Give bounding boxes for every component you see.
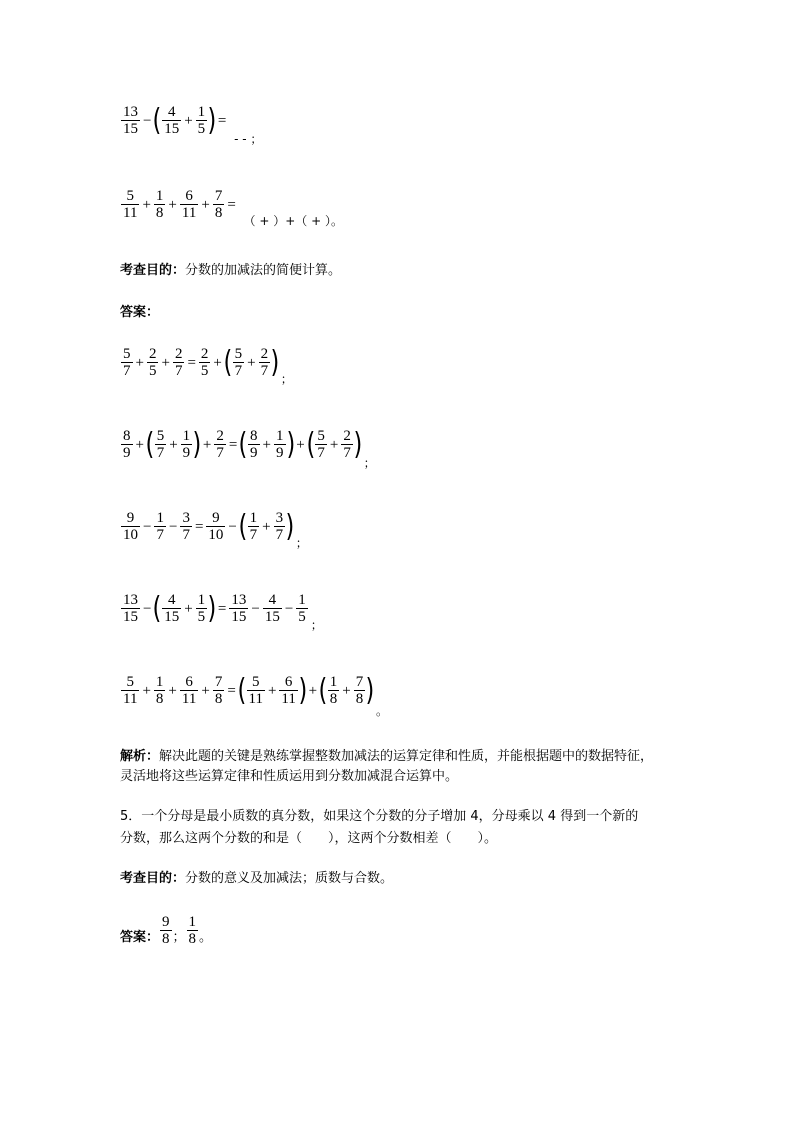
answer-equation-4: $\frac{13}{15}$ −( $\frac{4}{15}$ + $\frac{1}{5}$ )= $\frac{13}{15}$ − $\frac{4}{15}$ − $\frac{1}{5}$ ； [123,590,323,632]
exam-purpose-text: 分数的加减法的简便计算。 [185,263,342,278]
answer-label: 答案： [120,930,160,945]
fraction: $\frac{9}{8}$ [162,914,170,947]
analysis-line-1 [120,746,653,768]
punctuation: ； [172,930,186,945]
analysis-line-2: 灵活地将这些运算定律和性质运用到分数加减混合运算中。 [120,769,459,784]
answer-equation-2: $\frac{8}{9}$ +( $\frac{5}{7}$ + $\frac{1}{9}$ )+ $\frac{2}{7}$ =( $\frac{8}{9}$ + $\frac{1}{9}$ )+( $\frac{5}{7}$ + $\frac{2}{7}$ )； [123,426,376,470]
punctuation: ； [280,372,293,386]
answer-equation-5: $\frac{5}{11}$ + $\frac{1}{8}$ + $\frac{6}{11}$ + $\frac{7}{8}$ =( $\frac{5}{11}$ + $\frac{6}{11}$ )+( $\frac{1}{8}$ + $\frac{7}{8}$ )。 [123,672,388,718]
punctuation: ； [295,536,308,550]
exam-purpose [120,868,393,890]
answer-equation-3: $\frac{9}{10}$ − $\frac{1}{7}$ − $\frac{3}{7}$ = $\frac{9}{10}$ −( $\frac{1}{7}$ + $\frac{3}{7}$ )； [123,508,308,550]
punctuation: 。 [199,930,213,945]
exam-purpose-label: 考查目的： [120,871,186,886]
fraction: $\frac{1}{8}$ [155,188,164,221]
analysis-label: 解析： [120,749,160,764]
fraction: $\frac{1}{5}$ [197,104,206,137]
equation-blank-trail: - - ； [234,132,263,146]
problem-equation-4: $\frac{13}{15}$ −( $\frac{4}{15}$ + $\frac{1}{5}$ )= - - ； [123,102,263,146]
punctuation: 。 [375,704,388,718]
fraction: $\frac{1}{8}$ [188,914,197,947]
problem-equation-5: $\frac{5}{11}$ + $\frac{1}{8}$ + $\frac{6}{11}$ + $\frac{7}{8}$ = （ + ）+（ + ）。 [123,188,343,228]
fraction: $\frac{5}{11}$ [123,188,138,221]
question-5-line-1: 5．一个分母是最小质数的真分数，如果这个分数的分子增加 4，分母乘以 4 得到一个新的 [120,809,639,824]
exam-purpose [120,260,341,282]
fraction: $\frac{7}{8}$ [214,188,223,221]
exam-purpose-text: 分数的意义及加减法；质数与合数。 [185,871,394,886]
punctuation: ； [363,456,376,470]
punctuation: ； [310,618,323,632]
answer-5 [120,914,212,947]
fraction: $\frac{6}{11}$ [181,188,197,221]
fraction: $\frac{4}{15}$ [164,104,180,137]
fraction: $\frac{13}{15}$ [123,104,138,137]
answer-equation-1: $\frac{5}{7}$ + $\frac{2}{5}$ + $\frac{2}{7}$ = $\frac{2}{5}$ +( $\frac{5}{7}$ + $\frac{2}{7}$ )； [123,344,293,386]
analysis-text: 解决此题的关键是熟练掌握整数加减法的运算定律和性质，并能根据题中的数据特征， [159,749,654,764]
equation-blank-trail: （ + ）+（ + ）。 [243,214,343,228]
exam-purpose-label: 考查目的： [120,263,186,278]
question-5-line-2: 分数，那么这两个分数的和是（ ），这两个分数相差（ ）。 [120,831,498,846]
answer-heading: 答案： [120,305,160,320]
